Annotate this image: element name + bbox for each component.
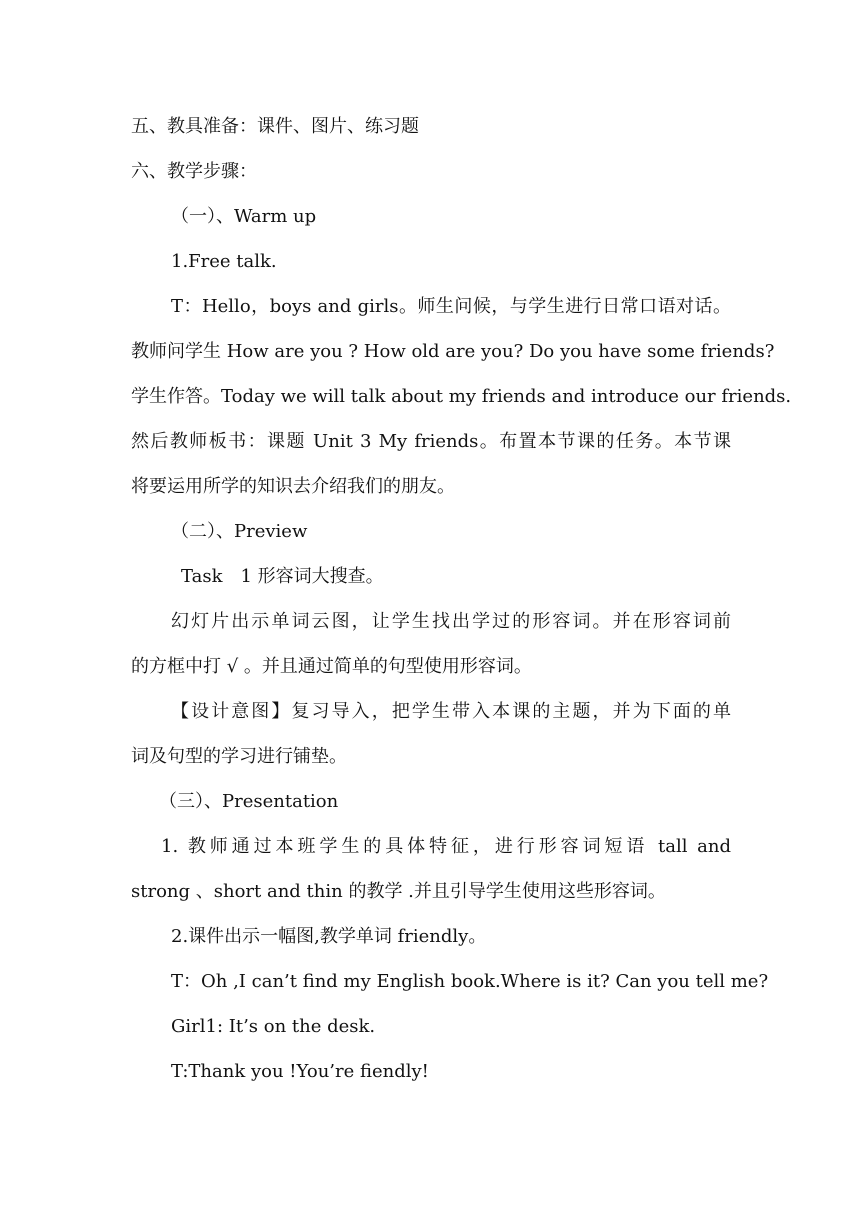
paragraph-line: 2.课件出示一幅图,教学单词 friendly。	[171, 926, 487, 947]
paragraph-line: 教师问学生 How are you ? How old are you? Do you have some friends?	[131, 341, 775, 362]
preview-heading: （二）、Preview	[171, 521, 308, 542]
dialogue-line: T:Thank you !You’re fiendly!	[171, 1061, 429, 1082]
paragraph-line: T：Hello，boys and girls。师生问候，与学生进行日常口语对话。	[171, 296, 731, 317]
section-five-heading: 五、教具准备：课件、图片、练习题	[131, 116, 419, 137]
paragraph-line: 将要运用所学的知识去介绍我们的朋友。	[131, 476, 455, 497]
task-heading: Task 1 形容词大搜查。	[181, 566, 384, 587]
paragraph-line: 1. 教师通过本班学生的具体特征，进行形容词短语 tall and	[161, 836, 731, 857]
dialogue-line: Girl1: It’s on the desk.	[171, 1016, 376, 1037]
paragraph-line: strong 、short and thin 的教学 .并且引导学生使用这些形容词。	[131, 881, 666, 902]
dialogue-line: T：Oh ,I can’t find my English book.Where is it? Can you tell me?	[171, 971, 769, 992]
free-talk-item: 1.Free talk.	[171, 251, 277, 272]
design-intent-line: 【设计意图】复习导入，把学生带入本课的主题，并为下面的单	[171, 701, 731, 722]
paragraph-line: 的方框中打 √ 。并且通过简单的句型使用形容词。	[131, 656, 532, 677]
presentation-heading: （三）、Presentation	[159, 791, 339, 812]
design-intent-line: 词及句型的学习进行铺垫。	[131, 746, 347, 767]
paragraph-line: 然后教师板书：课题 Unit 3 My friends。布置本节课的任务。本节课	[131, 431, 731, 452]
warm-up-heading: （一）、Warm up	[171, 206, 317, 227]
section-six-heading: 六、教学步骤：	[131, 161, 257, 182]
paragraph-line: 学生作答。Today we will talk about my friends and introduce our friends.	[131, 386, 792, 407]
paragraph-line: 幻灯片出示单词云图，让学生找出学过的形容词。并在形容词前	[171, 611, 731, 632]
